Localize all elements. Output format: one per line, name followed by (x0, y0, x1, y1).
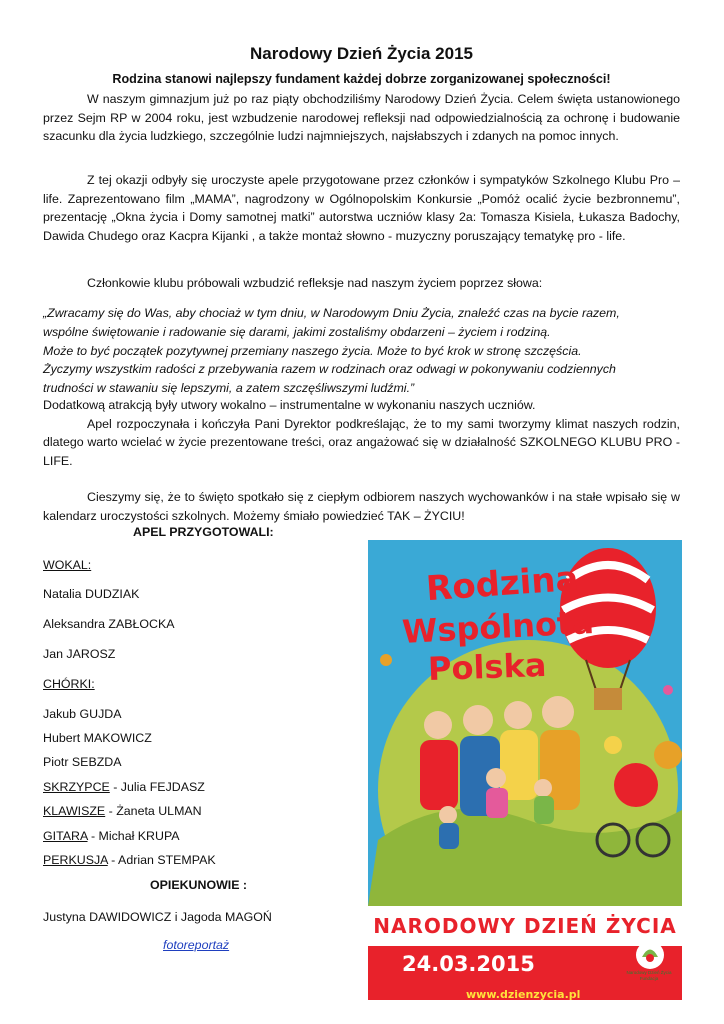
paragraph-reflection: Członkowie klubu próbowali wzbudzić refleksje nad naszym życiem poprzez słowa: (87, 276, 543, 290)
instrument-player: - Żaneta ULMAN (105, 804, 202, 818)
paragraph-director: Apel rozpoczynała i kończyła Pani Dyrektor podkreślając, że to my sami tworzymy klimat naszych rodzin, dlatego warto wcielać w życie prezentowane treści, oraz angażować się w działalność SZKOLNEGO KLUBU PRO - LIFE. (43, 416, 680, 468)
closing-section (43, 396, 680, 526)
page-title: Narodowy Dzień Życia 2015 (250, 44, 473, 63)
vocal-member: Aleksandra ZABŁOCKA (43, 617, 175, 631)
quote-line: wspólne świętowanie i radowanie się darami, jakimi zostaliśmy obdarzeni – życiem i rodziną. (43, 324, 551, 339)
instrument-row (43, 853, 216, 867)
quote-line: Może to być początek pozytywnej przemiany naszego życia. Może to być krok w stronę szczęścia. (43, 343, 582, 358)
logo-caption: Narodowy Dzień Życia Fundacja (626, 970, 672, 981)
poster-title-line1: Rodzina (424, 558, 580, 610)
quote-line: trudności w stawaniu się lepszymi, a zatem szczęśliwszymi ludźmi.” (43, 381, 415, 396)
paragraph-events: Z tej okazji odbyły się uroczyste apele przygotowane przez członków i sympatyków Szkolnego Klubu Pro – life. Zaprezentowano film „MAMA”, nagrodzony w Ogólnopolskim Konkursie „Pomóż ocalić życie bezbronnemu”, prezentację „Okna życia i Domy samotnej matki” autorstwa uczniów klasy 2a: Tomasza Kisiela, Łukasza Badochy, Dawida Chudego oraz Kacpra Kijanki , a także montaż słowno - muzyczny poruszający tematykę pro - life. (43, 173, 680, 243)
poster-banner-text: NARODOWY DZIEŃ ŻYCIA (373, 914, 677, 938)
choir-member: Piotr SEBZDA (43, 755, 122, 769)
quote-line: Życzymy wszystkim radości z przebywania razem w rodzinach oraz odwagi w pokonywaniu codziennych (43, 362, 616, 377)
instrument-player: - Michał KRUPA (87, 829, 180, 843)
credits-heading: APEL PRZYGOTOWALI: (133, 525, 274, 539)
guardians-names: Justyna DAWIDOWICZ i Jagoda MAGOŃ (43, 910, 272, 924)
instrument-label: KLAWISZE (43, 804, 106, 818)
guardians-label: OPIEKUNOWIE : (150, 878, 248, 892)
paragraph-intro: W naszym gimnazjum już po raz piąty obchodziliśmy Narodowy Dzień Życia. Celem święta ustanowionego przez Sejm RP w 2004 roku, jest wzbudzenie narodowej refleksji nad odpowiedzialnością za ochronę i budowanie szacunku dla życia ludzkiego, szczególnie ludzi najmniejszych, najsłabszych i zdanych na pomoc innych. (43, 92, 680, 144)
after-quote-text: Dodatkową atrakcją były utwory wokalno – instrumentalne w wykonaniu naszych uczniów. (43, 398, 536, 412)
poster-url: www.dzienzycia.pl (466, 988, 581, 1000)
instrument-row (43, 804, 202, 818)
choir-label: CHÓRKI: (43, 677, 95, 691)
instrument-label: GITARA (43, 829, 88, 843)
quote-line: „Zwracamy się do Was, aby chociaż w tym dniu, w Narodowym Dniu Życia, znaleźć czas na bycie razem, (43, 306, 620, 320)
vocal-member: Jan JAROSZ (43, 647, 116, 661)
poster-title-line2: Wspólnota (401, 603, 595, 651)
poster-title-line3: Polska (427, 645, 547, 689)
vocal-label: WOKAL: (43, 558, 92, 572)
page-subtitle: Rodzina stanowi najlepszy fundament każdej dobrze zorganizowanej społeczności! (112, 72, 611, 86)
paragraph-thanks: Cieszymy się, że to święto spotkało się z ciepłym odbiorem naszych wychowanków i na stałe wpisało się w kalendarz uroczystości szkolnych. Możemy śmiało powiedzieć TAK – ŻYCIU! (43, 490, 680, 523)
instrument-player: - Adrian STEMPAK (107, 853, 216, 867)
instrument-player: - Julia FEJDASZ (109, 780, 205, 794)
quote-block (43, 304, 680, 398)
choir-member: Hubert MAKOWICZ (43, 731, 152, 745)
choir-member: Jakub GUJDA (43, 707, 122, 721)
photo-report-link[interactable]: fotoreportaż (163, 938, 230, 952)
vocal-member: Natalia DUDZIAK (43, 587, 140, 601)
instrument-label: PERKUSJA (43, 853, 108, 867)
instrument-row (43, 780, 205, 794)
instrument-label: SKRZYPCE (43, 780, 110, 794)
instrument-row (43, 829, 180, 843)
event-poster (368, 540, 682, 1000)
poster-date: 24.03.2015 (402, 952, 535, 976)
